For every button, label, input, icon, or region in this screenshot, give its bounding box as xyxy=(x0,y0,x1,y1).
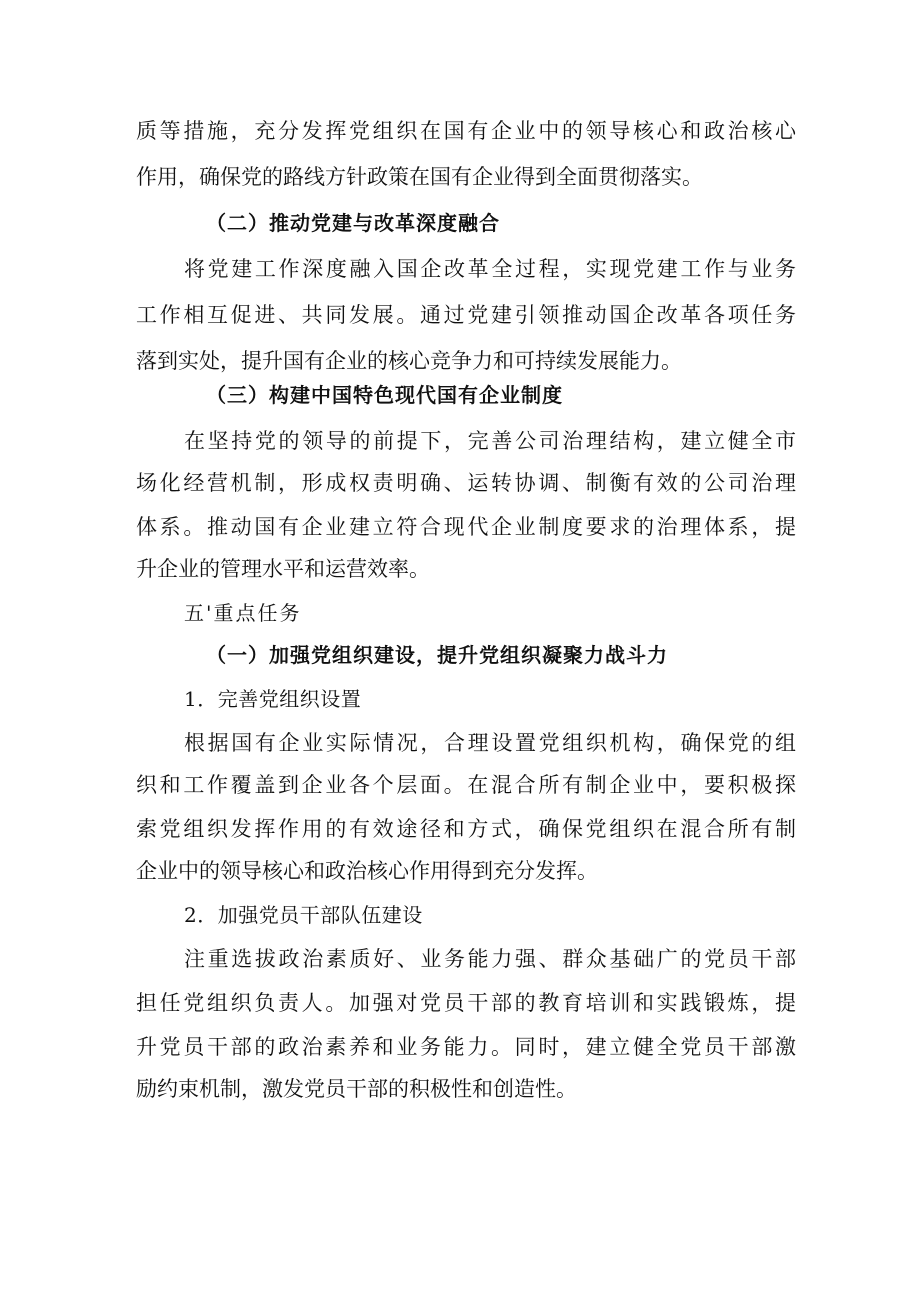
paragraph-line: 注重选拔政治素质好、业务能力强、群众基础广的党员干部 xyxy=(184,947,796,971)
section-heading: 五'重点任务 xyxy=(184,601,302,625)
paragraph-line: 落到实处，提升国有企业的核心竞争力和可持续发展能力。 xyxy=(136,349,682,373)
paragraph-line: 担任党组织负责人。加强对党员干部的教育培训和实践锻炼，提 xyxy=(136,991,796,1015)
paragraph-line: 场化经营机制，形成权责明确、运转协调、制衡有效的公司治理 xyxy=(136,471,796,495)
item-heading: 1．完善党组织设置 xyxy=(184,687,362,711)
subheading: （三）构建中国特色现代国有企业制度 xyxy=(206,383,563,407)
paragraph-line: 升企业的管理水平和运营效率。 xyxy=(136,557,430,581)
paragraph-line: 升党员干部的政治素养和业务能力。同时，建立健全党员干部激 xyxy=(136,1035,796,1059)
paragraph-line: 根据国有企业实际情况，合理设置党组织机构，确保党的组 xyxy=(184,731,796,755)
paragraph-line: 索党组织发挥作用的有效途径和方式，确保党组织在混合所有制 xyxy=(136,817,796,841)
paragraph-line: 作用，确保党的路线方针政策在国有企业得到全面贯彻落实。 xyxy=(136,165,703,189)
paragraph-line: 励约束机制，激发党员干部的积极性和创造性。 xyxy=(136,1077,577,1101)
paragraph-line: 将党建工作深度融入国企改革全过程，实现党建工作与业务 xyxy=(184,257,796,281)
paragraph-line: 织和工作覆盖到企业各个层面。在混合所有制企业中，要积极探 xyxy=(136,773,796,797)
paragraph-line: 企业中的领导核心和政治核心作用得到充分发挥。 xyxy=(136,859,598,883)
paragraph-line: 在坚持党的领导的前提下，完善公司治理结构，建立健全市 xyxy=(184,429,796,453)
paragraph-line: 工作相互促进、共同发展。通过党建引领推动国企改革各项任务 xyxy=(136,303,796,327)
item-heading: 2．加强党员干部队伍建设 xyxy=(184,903,423,927)
subheading: （二）推动党建与改革深度融合 xyxy=(206,211,500,235)
subheading: （一）加强党组织建设，提升党组织凝聚力战斗力 xyxy=(206,643,668,667)
paragraph-line: 体系。推动国有企业建立符合现代企业制度要求的治理体系，提 xyxy=(136,515,796,539)
paragraph-line: 质等措施，充分发挥党组织在国有企业中的领导核心和政治核心 xyxy=(136,119,796,143)
